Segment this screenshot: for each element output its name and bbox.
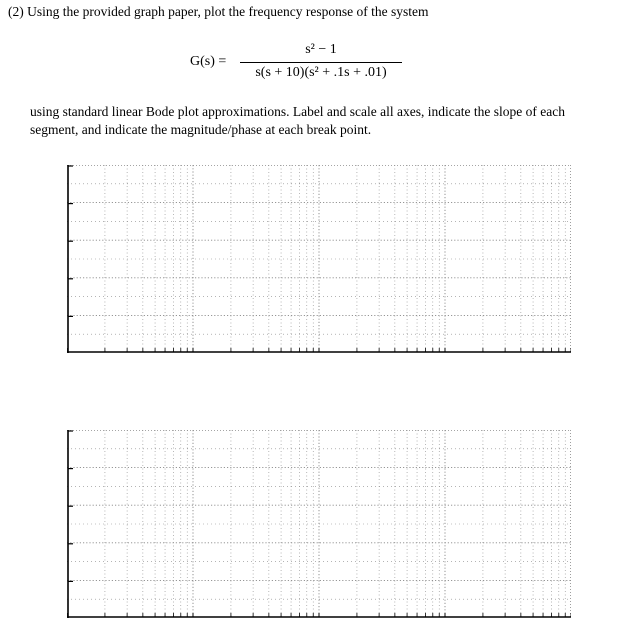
instructions-line-2: segment, and indicate the magnitude/phase at each break point. xyxy=(30,122,372,137)
phase-graph-paper[interactable] xyxy=(67,430,571,618)
fraction-bar xyxy=(240,62,402,63)
equation-lhs: G(s) = xyxy=(190,54,227,69)
magnitude-graph-paper[interactable] xyxy=(67,165,571,353)
phase-grid-svg xyxy=(67,430,571,618)
instructions-line-1: using standard linear Bode plot approximations. Label and scale all axes, indicate the slope of each xyxy=(30,104,565,119)
magnitude-grid-svg xyxy=(67,165,571,353)
problem-prompt: Using the provided graph paper, plot the frequency response of the system xyxy=(27,4,429,19)
problem-number: (2) xyxy=(8,4,24,19)
equation-numerator: s² − 1 xyxy=(305,42,337,57)
instructions-paragraph xyxy=(30,103,620,139)
problem-statement xyxy=(8,4,428,20)
equation-denominator: s(s + 10)(s² + .1s + .01) xyxy=(255,65,387,80)
